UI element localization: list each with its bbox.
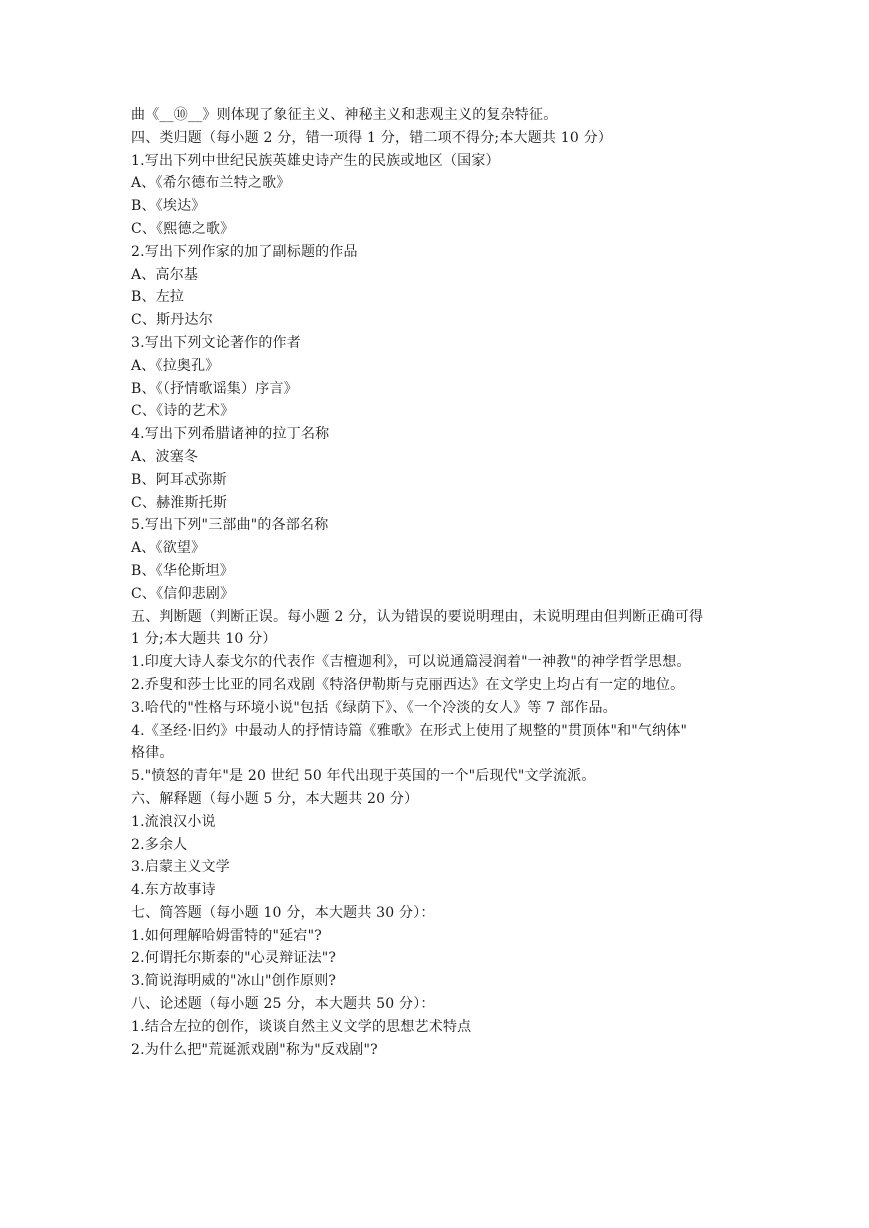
document-text [131,104,751,1061]
text-line: 5.写出下列"三部曲"的各部名称 [131,517,329,534]
text-line: 1.流浪汉小说 [131,813,216,830]
text-line: A、《欲望》 [131,540,206,557]
text-line: A、波塞冬 [131,448,199,465]
text-line: 3.哈代的"性格与环境小说"包括《绿荫下》、《一个冷淡的女人》等 7 部作品。 [131,699,617,716]
text-line: C、《信仰悲剧》 [131,585,235,602]
text-line: 八、论述题（每小题 25 分，本大题共 50 分）： [131,996,435,1013]
text-line: 1.印度大诗人泰戈尔的代表作《吉檀迦利》，可以说通篇浸润着"一神教"的神学哲学思想。 [131,654,691,671]
text-line: 2.为什么把"荒诞派戏剧"称为"反戏剧"? [131,1041,378,1058]
text-line: B、阿耳忒弥斯 [131,471,227,488]
text-line: C、斯丹达尔 [131,312,213,329]
text-line: B、《华伦斯坦》 [131,562,234,579]
text-line: 2.乔叟和莎士比亚的同名戏剧《特洛伊勒斯与克丽西达》在文学史上均占有一定的地位。 [131,676,685,693]
text-line: A、《拉奥孔》 [131,357,220,374]
text-line: 2.多余人 [131,836,188,853]
text-line: 3.简说海明威的"冰山"创作原则? [131,973,337,990]
text-line: C、《诗的艺术》 [131,403,235,420]
text-line: 4.东方故事诗 [131,882,216,899]
text-line: B、《（抒情歌谣集）序言》 [131,380,298,397]
text-line: 六、解释题（每小题 5 分，本大题共 20 分） [131,790,419,807]
text-line: 1.结合左拉的创作，谈谈自然主义文学的思想艺术特点 [131,1018,472,1035]
text-line: 四、类归题（每小题 2 分，错一项得 1 分，错二项不得分;本大题共 10 分） [131,129,613,146]
text-line: 5."愤怒的青年"是 20 世纪 50 年代出现于英国的一个"后现代"文学流派。 [131,768,596,785]
text-line: 五、判断题（判断正误。每小题 2 分，认为错误的要说明理由，未说明理由但判断正确可得 [131,608,704,625]
text-line: 曲《__⑩__》则体现了象征主义、神秘主义和悲观主义的复杂特征。 [131,107,558,123]
text-line: B、《埃达》 [131,198,206,215]
text-line: 1.如何理解哈姆雷特的"延宕"? [131,927,322,944]
text-line: C、《熙德之歌》 [131,220,235,237]
text-line: A、高尔基 [131,266,199,283]
text-line: 4.《圣经·旧约》中最动人的抒情诗篇《雅歌》在形式上使用了规整的"贯顶体"和"气纳体" [131,722,688,739]
text-line: 3.启蒙主义文学 [131,859,230,876]
text-line: 2.写出下列作家的加了副标题的作品 [131,243,358,260]
text-line: 1 分;本大题共 10 分） [131,631,277,648]
text-line: 1.写出下列中世纪民族英雄史诗产生的民族或地区（国家） [131,152,500,169]
text-line: 4.写出下列希腊诸神的拉丁名称 [131,426,330,443]
text-line: 2.何谓托尔斯泰的"心灵辩证法"? [131,950,337,967]
text-line: A、《希尔德布兰特之歌》 [131,175,291,192]
text-line: 格律。 [131,745,174,762]
text-line: 七、简答题（每小题 10 分，本大题共 30 分）： [131,904,435,921]
text-line: B、左拉 [131,289,185,306]
text-line: C、赫淮斯托斯 [131,494,228,511]
text-line: 3.写出下列文论著作的作者 [131,334,301,351]
